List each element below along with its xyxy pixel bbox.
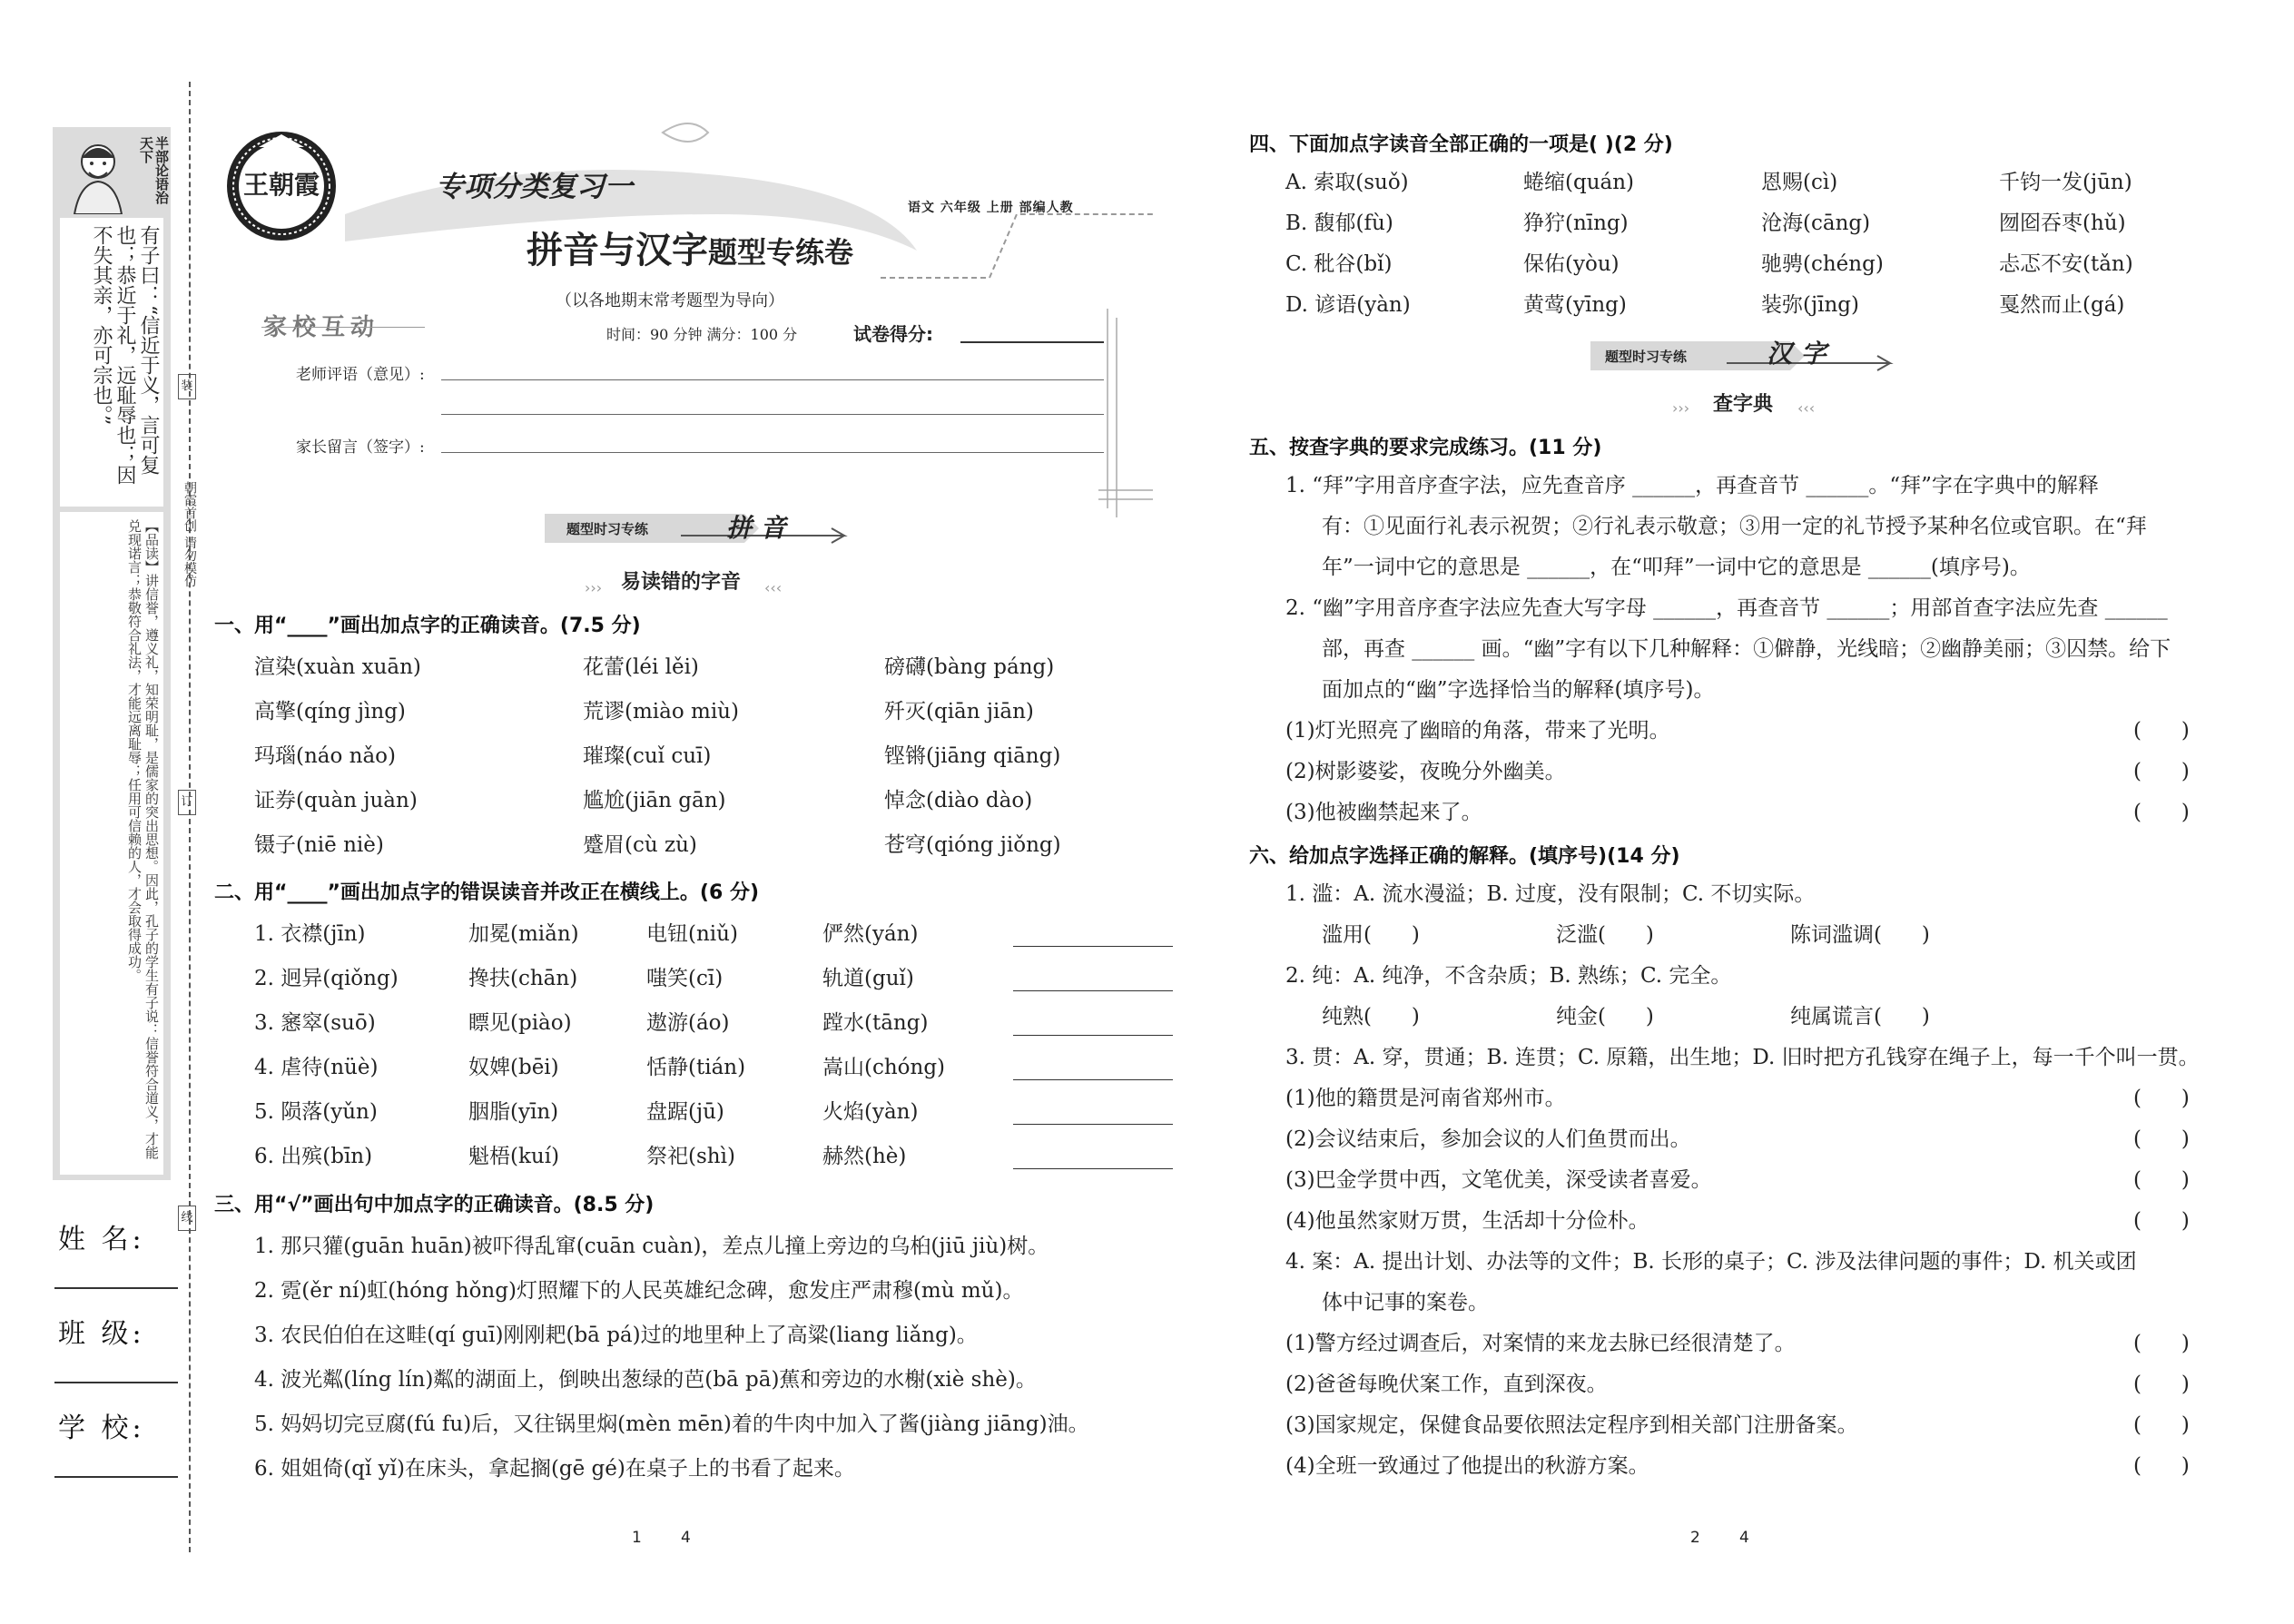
cut-mark: 订 [178, 790, 196, 815]
q1-item[interactable]: 蹙眉(cù zù) [583, 833, 697, 857]
subhead-deco: ››› [585, 579, 603, 596]
q4-option-word: 千钧一发(jūn) [1999, 171, 2132, 194]
class-field[interactable] [54, 1382, 178, 1383]
q2-item: 盘踞(jū) [646, 1100, 724, 1124]
confucius-avatar-icon [62, 136, 134, 214]
q1-item[interactable]: 尴尬(jiān gān) [583, 789, 726, 812]
q2-item: 4. 虐待(nüè) [254, 1056, 379, 1079]
q1-item[interactable]: 荒谬(miào miù) [583, 700, 739, 723]
banner-pinyin: 拼 音 [726, 513, 786, 543]
q5-line: 面加点的“幽”字选择恰当的解释(填序号)。 [1322, 678, 1715, 702]
banner-label: 题型时习专练 [1605, 349, 1688, 365]
subhead-easy: 易读错的字音 [620, 571, 741, 594]
q1-item[interactable]: 镊子(niē niè) [254, 833, 384, 857]
q6-word[interactable]: 陈词滥调( ) [1790, 923, 1930, 947]
q4-option[interactable]: D. 谚语(yàn) [1285, 293, 1411, 317]
page-number-left: 1 4 [632, 1529, 691, 1547]
q4-option-word: 狰狞(nīng) [1523, 212, 1629, 235]
name-label: 姓 名: [58, 1224, 145, 1255]
series-label: 半部论语治天下 [138, 136, 170, 204]
q2-item: 火焰(yàn) [822, 1100, 919, 1124]
q6-item: (3)国家规定，保健食品要依照法定程序到相关部门注册备案。 [1285, 1413, 1858, 1437]
q2-item: 1. 衣襟(jīn) [254, 922, 366, 946]
parent-comment-field[interactable] [441, 452, 1104, 453]
q5-line: 1. “拜”字用音序查字法，应先查音序 ______，再查音节 ______。“拜”字在字典中的解释 [1285, 474, 2099, 497]
subhead-dict: 查字典 [1712, 393, 1773, 416]
subhead-deco: ‹‹‹ [1797, 399, 1816, 417]
q6-item: (2)爸爸每晚伏案工作，直到深夜。 [1285, 1373, 1608, 1396]
q6-word[interactable]: 泛滥( ) [1556, 923, 1654, 947]
q6-answer-paren[interactable]: ( ) [2133, 1168, 2190, 1192]
q6-title: 六、给加点字选择正确的解释。(填序号)(14 分) [1249, 845, 1680, 868]
school-field[interactable] [54, 1476, 178, 1478]
copyright-motto: 朝霞首创 请勿模仿 [182, 481, 197, 587]
q5-answer-paren[interactable]: ( ) [2133, 760, 2190, 783]
q5-item: (3)他被幽禁起来了。 [1285, 801, 1482, 824]
teacher-comment-label: 老师评语（意见）: [296, 366, 425, 384]
q4-option[interactable]: B. 馥郁(fù) [1285, 212, 1393, 235]
q6-item: (1)警方经过调查后，对案情的来龙去脉已经很清楚了。 [1285, 1332, 1796, 1355]
banner-label: 题型时习专练 [566, 521, 649, 537]
q1-item[interactable]: 歼灭(qiān jiān) [884, 700, 1034, 723]
q6-answer-paren[interactable]: ( ) [2133, 1209, 2190, 1233]
q4-option-word: 忐忑不安(tǎn) [1999, 252, 2133, 276]
q6-answer-paren[interactable]: ( ) [2133, 1454, 2190, 1478]
q4-option[interactable]: C. 秕谷(bǐ) [1285, 252, 1393, 276]
q2-item: 瞟见(piào) [468, 1011, 572, 1035]
corner-lines [1098, 309, 1153, 527]
q4-options [1285, 169, 2248, 341]
q1-item[interactable]: 苍穹(qióng jiǒng) [884, 833, 1061, 857]
page-number-right: 2 4 [1690, 1529, 1749, 1547]
q2-answer-line[interactable] [1013, 1035, 1173, 1036]
q3-sentence[interactable]: 5. 妈妈切完豆腐(fú fu)后，又往锅里焖(mèn mēn)着的牛肉中加入了酱(jiàng jiāng)油。 [254, 1412, 1089, 1436]
q2-answer-line[interactable] [1013, 946, 1173, 947]
q3-title: 三、用“√”画出句中加点字的正确读音。(8.5 分) [214, 1194, 655, 1216]
q5-item: (2)树影婆娑，夜晚分外幽美。 [1285, 760, 1566, 783]
q1-item[interactable]: 证券(quàn juàn) [254, 789, 418, 812]
q5-line: 有：①见面行礼表示祝贺；②行礼表示敬意；③用一定的礼节授予某种名位或官职。在“拜 [1322, 515, 2147, 538]
q6-answer-paren[interactable]: ( ) [2133, 1332, 2190, 1355]
q2-item: 5. 陨落(yǔn) [254, 1100, 378, 1124]
q2-item: 赫然(hè) [822, 1145, 907, 1168]
q3-sentence[interactable]: 6. 姐姐倚(qǐ yǐ)在床头，拿起搁(gē gé)在桌子上的书看了起来。 [254, 1457, 855, 1481]
binding-dash-line [189, 82, 191, 1552]
cut-mark: 装 [178, 374, 196, 399]
subhead-deco: ‹‹‹ [764, 579, 783, 596]
confucius-quote: 有子曰：“信近于义，言可复也；恭近于礼，远耻辱也；因不失其亲，亦可宗也。” [90, 225, 160, 485]
cut-mark: 线 [178, 1206, 196, 1231]
q1-item[interactable]: 悼念(diào dào) [884, 789, 1033, 812]
q6-definition: 2. 纯：A. 纯净，不含杂质；B. 熟练；C. 完全。 [1285, 964, 1732, 988]
q1-item[interactable]: 磅礴(bàng páng) [884, 655, 1055, 679]
q1-item[interactable]: 渲染(xuàn xuān) [254, 655, 421, 679]
teacher-comment-field[interactable] [441, 379, 1104, 380]
q1-grid [254, 654, 1162, 881]
q4-option-word: 沧海(cāng) [1761, 212, 1871, 235]
q2-item: 嵩山(chóng) [822, 1056, 946, 1079]
q2-item: 奴婢(bēi) [468, 1056, 559, 1079]
q6-item: (4)全班一致通过了他提出的秋游方案。 [1285, 1454, 1649, 1478]
q2-answer-line[interactable] [1013, 1079, 1173, 1080]
q2-item: 加冕(miǎn) [468, 922, 579, 946]
q6-word[interactable]: 滥用( ) [1322, 923, 1420, 947]
q1-item[interactable]: 花蕾(léi lěi) [583, 655, 699, 679]
q3-list [254, 1233, 1198, 1505]
q3-sentence[interactable]: 1. 那只獾(guān huān)被吓得乱窜(cuān cuàn)，差点儿撞上旁边的乌桕(jiū jiù)树。 [254, 1235, 1049, 1258]
q2-answer-line[interactable] [1013, 990, 1173, 991]
banner-hanzi: 汉 字 [1767, 339, 1826, 369]
q2-grid [254, 920, 1180, 1193]
q2-item: 2. 迥异(qiǒng) [254, 967, 399, 990]
parent-comment-label: 家长留言（签字）: [296, 438, 425, 457]
q6-word[interactable]: 纯熟( ) [1322, 1005, 1420, 1029]
subject-line: 语文 六年级 上册 部编人教 [908, 201, 1074, 215]
q1-item[interactable]: 玛瑙(náo nǎo) [254, 744, 397, 768]
q5-answer-paren[interactable]: ( ) [2133, 801, 2190, 824]
q5-line: 2. “幽”字用音序查字法应先查大写字母 ______，再查音节 ______；用部首查字法应先查 ______ [1285, 596, 2168, 620]
q2-item: 电钮(niǔ) [646, 922, 738, 946]
q6-item: (4)他虽然家财万贯，生活却十分俭朴。 [1285, 1209, 1649, 1233]
score-field[interactable] [960, 341, 1104, 343]
q6-definition: 3. 贯：A. 穿，贯通；B. 连贯；C. 原籍，出生地；D. 旧时把方孔钱穿在绳子上，每一千个叫一贯。 [1285, 1046, 2200, 1069]
q4-option[interactable]: A. 索取(suǒ) [1285, 171, 1409, 194]
q2-item: 祭祀(shì) [646, 1145, 735, 1168]
q3-sentence[interactable]: 2. 霓(ěr ní)虹(hóng hǒng)灯照耀下的人民英雄纪念碑，愈发庄严肃穆(mù mǔ)。 [254, 1279, 1024, 1303]
q3-sentence[interactable]: 3. 农民伯伯在这畦(qí guī)刚刚耙(bā pá)过的地里种上了高粱(liang liǎng)。 [254, 1324, 978, 1347]
time-score-line: 时间：90 分钟 满分：100 分 [606, 326, 798, 343]
q2-item: 俨然(yán) [822, 922, 919, 946]
q4-option-word: 蜷缩(quán) [1523, 171, 1635, 194]
q6-answer-paren[interactable]: ( ) [2133, 1087, 2190, 1110]
q4-title: 四、下面加点字读音全部正确的一项是( )(2 分) [1249, 133, 1673, 156]
score-label: 试卷得分: [853, 323, 933, 345]
q6-item: (3)巴金学贯中西，文笔优美，深受读者喜爱。 [1285, 1168, 1712, 1192]
main-title [527, 221, 853, 273]
q1-item[interactable]: 璀璨(cuǐ cuī) [583, 744, 712, 768]
q5-line: 部，再查 ______ 画。“幽”字有以下几种解释：①僻静，光线暗；②幽静美丽；③囚禁。给下 [1322, 637, 2171, 661]
q1-item[interactable]: 高擎(qíng jìng) [254, 700, 406, 723]
q4-option-word: 恩赐(cì) [1761, 171, 1838, 194]
divider [261, 327, 425, 328]
q4-option-word: 装弥(jīng) [1761, 293, 1859, 317]
q2-title: 二、用“____”画出加点字的错误读音并改正在横线上。(6 分) [214, 881, 759, 904]
class-label: 班 级: [58, 1318, 145, 1350]
q6-answer-paren[interactable]: ( ) [2133, 1373, 2190, 1396]
q4-option-word: 黄莺(yīng) [1523, 293, 1627, 317]
q2-item: 遨游(áo) [646, 1011, 730, 1035]
main-title-b: 题型专练卷 [708, 235, 854, 270]
subhead-deco: ››› [1672, 399, 1690, 417]
q4-option-word: 戛然而止(gá) [1999, 293, 2125, 317]
guide-note: （以各地期末常考题型为导向） [556, 291, 784, 310]
q3-sentence[interactable]: 4. 波光粼(líng lín)粼的湖面上，倒映出葱绿的芭(bā pā)蕉和旁边的水榭(xiè shè)。 [254, 1368, 1037, 1392]
teacher-comment-field-2[interactable] [441, 414, 1104, 415]
school-label: 学 校: [58, 1412, 145, 1444]
q4-option-word: 保佑(yòu) [1523, 252, 1620, 276]
q2-item: 嗤笑(cī) [646, 967, 724, 990]
q1-title: 一、用“____”画出加点字的正确读音。(7.5 分) [214, 615, 641, 637]
q5-line: 年”一词中它的意思是 ______，在“叩拜”一词中它的意思是 ______(填序号)。 [1322, 556, 2031, 579]
q6-answer-paren[interactable]: ( ) [2133, 1127, 2190, 1151]
q6-word[interactable]: 纯金( ) [1556, 1005, 1654, 1029]
quote-commentary: 【品读】讲信誉，遵义礼，知荣明耻，是儒家的突出思想。因此，孔子的学生有子说：信誉符合道义，才能兑现诺言；恭敬符合礼法，才能远离耻辱；任用可信赖的人，才会取得成功。 [126, 519, 160, 1159]
q2-answer-line[interactable] [1013, 1168, 1173, 1169]
q2-item: 搀扶(chān) [468, 967, 578, 990]
home-school-label: 家校互动 [263, 314, 380, 341]
q6-answer-paren[interactable]: ( ) [2133, 1413, 2190, 1437]
main-title-a: 拼音与汉字 [527, 229, 708, 271]
q6-definition: 4. 案：A. 提出计划、办法等的文件；B. 长形的桌子；C. 涉及法律问题的事件；D. 机关或团 [1285, 1250, 2137, 1274]
q6-item: (2)会议结束后，参加会议的人们鱼贯而出。 [1285, 1127, 1691, 1151]
q2-item: 胭脂(yīn) [468, 1100, 559, 1124]
q2-answer-line[interactable] [1013, 1124, 1173, 1125]
q2-item: 轨道(guǐ) [822, 967, 914, 990]
q2-item: 3. 窸窣(suō) [254, 1011, 376, 1035]
q6-definition: 体中记事的案卷。 [1322, 1291, 1489, 1314]
section-title: 专项分类复习一 [436, 171, 633, 203]
q6-word[interactable]: 纯属谎言( ) [1790, 1005, 1930, 1029]
q2-item: 魁梧(kuí) [468, 1145, 560, 1168]
q6-definition: 1. 滥：A. 流水漫溢；B. 过度，没有限制；C. 不切实际。 [1285, 882, 1816, 906]
q5-title: 五、按查字典的要求完成练习。(11 分) [1249, 437, 1602, 459]
q2-item: 恬静(tián) [646, 1056, 746, 1079]
q5-answer-paren[interactable]: ( ) [2133, 719, 2190, 743]
q2-item: 6. 出殡(bīn) [254, 1145, 373, 1168]
name-field[interactable] [54, 1287, 178, 1289]
q2-item: 蹚水(tāng) [822, 1011, 929, 1035]
q6-item: (1)他的籍贯是河南省郑州市。 [1285, 1087, 1566, 1110]
q4-option-word: 驰骋(chéng) [1761, 252, 1884, 276]
logo-text: 王朝霞 [242, 170, 320, 200]
q5-item: (1)灯光照亮了幽暗的角落，带来了光明。 [1285, 719, 1670, 743]
q1-item[interactable]: 铿锵(jiāng qiāng) [884, 744, 1061, 768]
q4-option-word: 囫囵吞枣(hǔ) [1999, 212, 2126, 235]
